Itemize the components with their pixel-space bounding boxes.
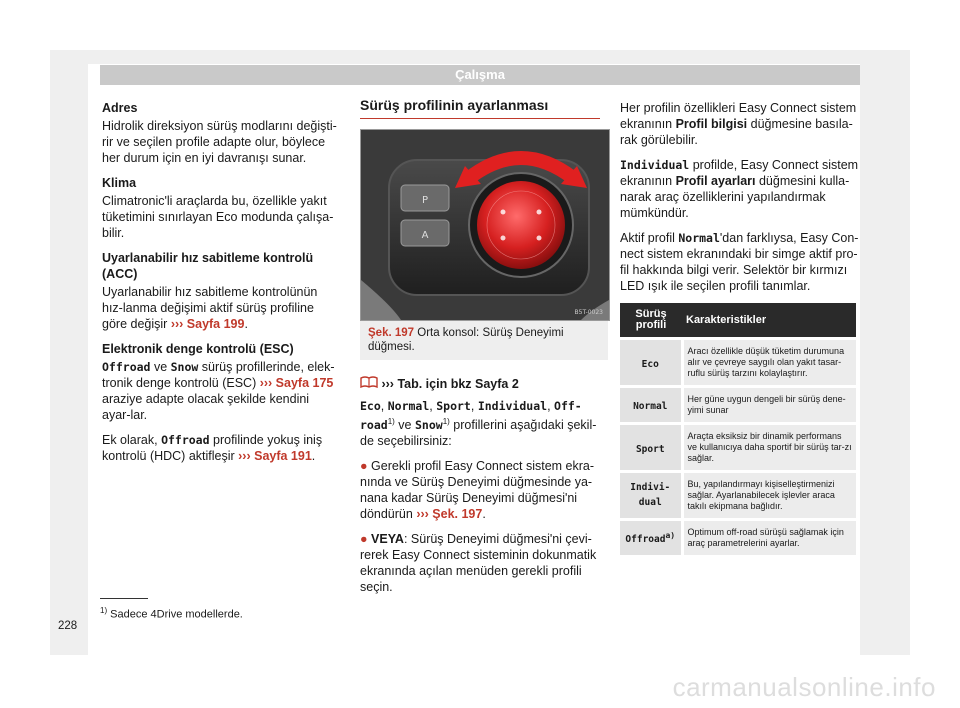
mode-eco: Eco (360, 399, 381, 413)
watermark: carmanualsonline.info (672, 672, 936, 702)
table-cell-profile: Offroad$^{a)}$ (620, 520, 682, 556)
figure-caption (360, 321, 608, 360)
period: . (311, 449, 316, 463)
klima-title: Klima (102, 176, 137, 190)
bullet-dot: ● (360, 532, 368, 547)
section-title: Sürüş profilinin ayarlanması (360, 97, 600, 119)
profile-info-paragraph (620, 100, 860, 148)
hdc-pre: Ek olarak, (102, 433, 162, 447)
p3-pre: Aktif profil (620, 231, 679, 245)
separator: , (380, 399, 388, 413)
page-header: Çalışma (100, 65, 860, 85)
table-row (620, 339, 856, 387)
footnote (100, 606, 243, 621)
mode-offroad-2: Offroad (161, 433, 210, 447)
table-page-link[interactable]: ››› Tab. için bkz Sayfa 2 (381, 377, 519, 391)
left-column (102, 100, 340, 473)
table-cell-desc: Aracı özellikle düşük tüketim durumuna alır ve çevreye saygılı olan yakıt tasar-ruflu sürüş tarzını kolaylaştırır. (682, 339, 856, 387)
esc-page-link[interactable]: ››› Sayfa 175 (259, 376, 334, 390)
individual-paragraph (620, 157, 860, 221)
period: . (244, 317, 248, 331)
footnote-mark: 1) (100, 606, 108, 615)
acc-paragraph (102, 284, 340, 332)
mode-offroad: Offroad (102, 360, 151, 374)
hdc-page-link[interactable]: ››› Sayfa 191 (238, 449, 312, 463)
table-cell-desc: Araçta eksiksiz bir dinamik performans ve kullanıcıya daha sportif bir sürüş tar-zı sağlar. (682, 424, 856, 472)
bullet-2 (360, 531, 600, 595)
console-illustration (361, 130, 609, 320)
figure-drive-mode-knob (360, 129, 610, 321)
and-text: ve (394, 418, 415, 433)
table-row (620, 520, 856, 556)
bullet-2-text: : Sürüş Deneyimi düğmesi'ni çevi-rerek Easy Connect sisteminin dokunmatik ekranında açılan menüden gerekli profili seçin. (360, 532, 597, 595)
figure-link[interactable]: ››› Şek. 197 (416, 507, 483, 522)
table-header-profile: Sürüş profili (620, 303, 682, 339)
table-cell-desc: Her güne uygun dengeli bir sürüş dene-yimi sunar (682, 387, 856, 424)
profile-settings-button-label: Profil ayarları (675, 174, 756, 188)
middle-column (360, 97, 603, 604)
table-header-characteristics: Karakteristikler (682, 303, 856, 339)
period: . (482, 507, 486, 522)
caption-figure-ref: Şek. 197 (368, 327, 415, 339)
esc-paragraph (102, 359, 340, 423)
separator: , (429, 399, 437, 413)
bullet-1 (360, 458, 600, 522)
footnote-mark: 1) (387, 417, 395, 426)
mode-individual: Individual (620, 158, 690, 172)
footnote-mark: 1) (442, 417, 450, 426)
modes-tail: profillerini aşağıdaki şekil-de seçebilirsiniz: (360, 418, 597, 449)
svg-text:A: A (421, 230, 429, 241)
table-row (620, 472, 856, 520)
and-text: ve (150, 360, 171, 374)
right-column (620, 100, 860, 555)
bullet-1-text: Gerekli profil Easy Connect sistem ekra-nında ve Sürüş Deneyimi düğmesinde ya-nana kadar Sürüş Deneyimi düğmesi'ni döndürün (360, 459, 595, 522)
acc-title: Uyarlanabilir hız sabitleme kontrolü (ACC) (102, 251, 314, 281)
book-icon (360, 377, 381, 391)
footnote-text: Sadece 4Drive modellerde. (107, 608, 243, 621)
esc-body-2: araziye adapte olacak şekilde kendini ayar-lar. (102, 392, 310, 422)
acc-body: Uyarlanabilir hız sabitleme kontrolünün hız-lanma değişimi aktif sürüş profiline göre değişir (102, 285, 318, 331)
acc-page-link[interactable]: ››› Sayfa 199 (170, 317, 245, 331)
separator: , (470, 399, 478, 413)
p2-post: düğmesini kulla-narak araç özelliklerini yapılandırmak mümkündür. (620, 174, 850, 220)
mode-snow: Snow (414, 418, 443, 433)
table-cell-desc: Optimum off-road sürüşü sağlamak için araç parametrelerini ayarlar. (682, 520, 856, 556)
mode-normal: Normal (387, 399, 430, 413)
bullet-2-label: VEYA (371, 532, 404, 547)
adres-title: Adres (102, 101, 138, 115)
table-row (620, 387, 856, 424)
page-number: 228 (58, 620, 78, 632)
esc-body: sürüş profillerinde, elek-tronik denge kontrolü (ESC) (102, 360, 335, 390)
profile-info-button-label: Profil bilgisi (675, 117, 748, 131)
mode-snow: Snow (170, 360, 199, 374)
table-cell-profile: Sport (620, 424, 682, 472)
p1-pre: Her profilin özellikleri Easy Connect sistem ekranının (620, 101, 857, 131)
p2-pre: profilde, Easy Connect sistem ekranının (620, 158, 859, 188)
table-cell-profile: Normal (620, 387, 682, 424)
caption-text: Orta konsol: Sürüş Deneyimi düğmesi. (368, 327, 564, 353)
table-header-row (620, 303, 856, 339)
active-profile-paragraph (620, 230, 860, 294)
table-cell-profile: Indivi-dual (620, 472, 682, 520)
mode-normal: Normal (678, 231, 720, 245)
figure-code: B5T-0023 (574, 309, 603, 316)
p3-post: 'dan farklıysa, Easy Con-nect sistem ekranındaki bir simge aktif pro-fil hakkında bilgi verir. Selektör bir kırmızı LED ışık ile seçilen profili tanımlar. (620, 231, 859, 293)
modes-paragraph (360, 398, 600, 449)
footnote-rule (100, 598, 148, 599)
mode-offroad: Off-road (360, 399, 582, 433)
adres-body: Hidrolik direksiyon sürüş modlarını değişti-rir ve seçilen profile adapte olur, böylece her durum için en iyi davranışı sunar. (102, 119, 337, 165)
table-cell-desc: Bu, yapılandırmayı kişiselleştirmenizi sağlar. Ayarlanabilecek işlevler araca takılı ekipmana bağlıdır. (682, 472, 856, 520)
table-row (620, 424, 856, 472)
separator: , (547, 399, 555, 413)
bullet-dot: ● (360, 459, 368, 474)
table-ref-line (360, 376, 600, 392)
svg-text:P: P (421, 195, 429, 206)
klima-body: Climatronic'li araçlarda bu, özellikle yakıt tüketimini sınırlayan Eco modunda çalışa-bilir. (102, 194, 334, 240)
mode-sport: Sport (436, 399, 471, 413)
profile-table (620, 303, 856, 555)
mode-individual: Individual (477, 399, 548, 413)
hdc-paragraph (102, 432, 340, 464)
table-cell-profile: Eco (620, 339, 682, 387)
esc-title: Elektronik denge kontrolü (ESC) (102, 342, 294, 356)
hdc-body: profilinde yokuş iniş kontrolü (HDC) aktifleşir (102, 433, 323, 463)
p1-post: düğmesine basıla-rak görülebilir. (620, 117, 853, 147)
